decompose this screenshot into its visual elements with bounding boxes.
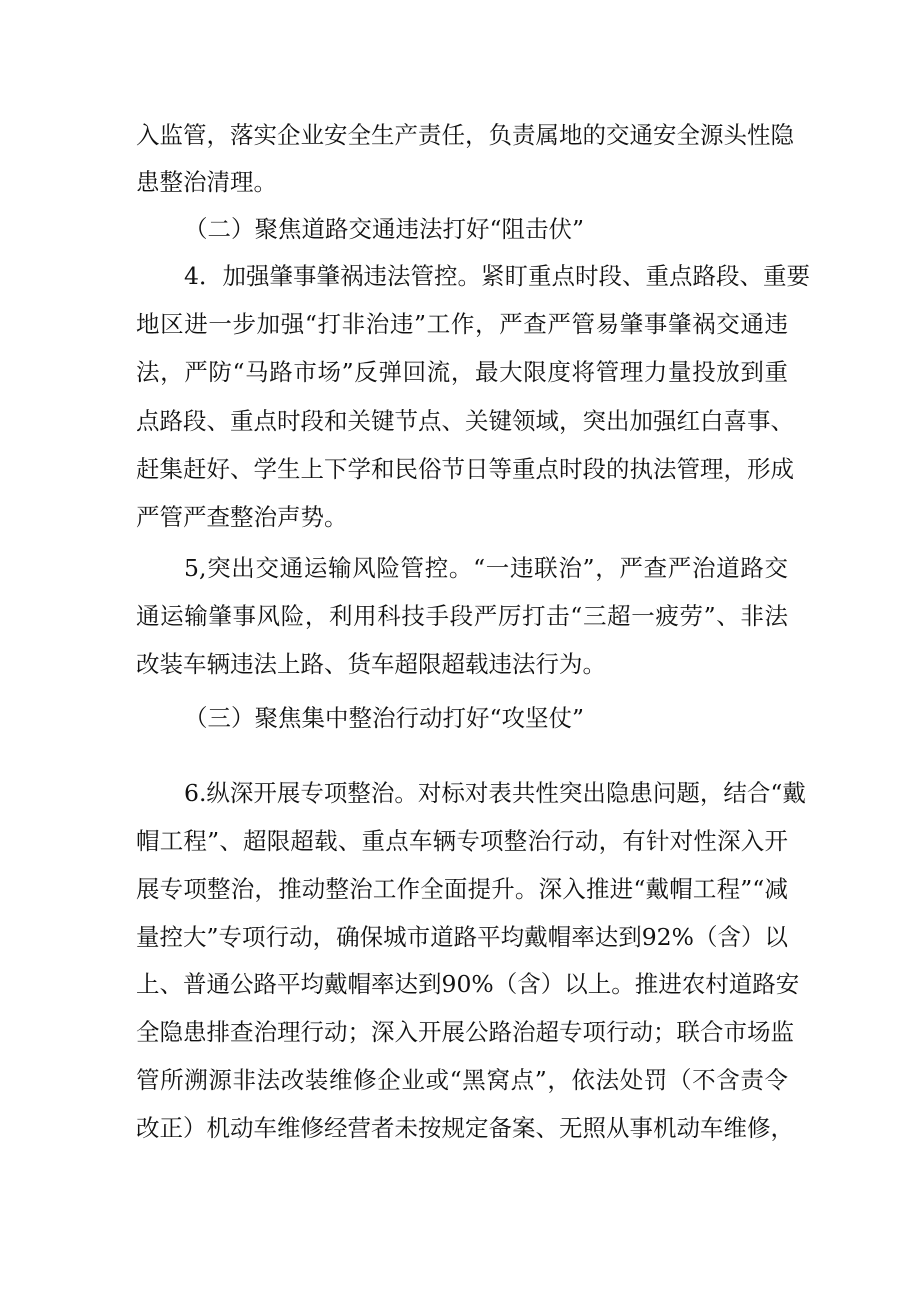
body-text-line: 法，严防“马路市场”反弹回流，最大限度将管理力量投放到重 <box>136 358 788 386</box>
body-text-line: 4．加强肇事肇祸违法管控。紧盯重点时段、重点路段、重要 <box>184 262 810 290</box>
body-text-line: 改装车辆违法上路、货车超限超载违法行为。 <box>136 650 606 678</box>
section-heading: （二）聚焦道路交通违法打好“阻击伏” <box>184 215 585 243</box>
body-text-line: 展专项整治，推动整治工作全面提升。深入推进“戴帽工程”“减 <box>136 875 788 903</box>
body-text-line: 赶集赶好、学生上下学和民俗节日等重点时段的执法管理，形成 <box>136 455 794 483</box>
body-text-line: 地区进一步加强“打非治违”工作，严查严管易肇事肇祸交通违 <box>136 310 788 338</box>
body-text-line: 患整治清理。 <box>136 168 277 196</box>
body-text-line: 量控大”专项行动，确保城市道路平均戴帽率达到92%（含）以 <box>136 923 788 951</box>
body-text-line: 通运输肇事风险，利用科技手段严厉打击“三超一疲劳”、非法 <box>136 602 788 630</box>
body-text-line: 5,突出交通运输风险管控。“一违联治”，严查严治道路交 <box>184 554 788 582</box>
body-text-line: 改正）机动车维修经营者未按规定备案、无照从事机动车维修， <box>136 1114 794 1142</box>
body-text-line: 上、普通公路平均戴帽率达到90%（含）以上。推进农村道路安 <box>136 970 800 998</box>
body-text-line: 严管严查整治声势。 <box>136 503 348 531</box>
body-text-line: 入监管，落实企业安全生产责任，负责属地的交通安全源头性隐 <box>136 121 794 149</box>
body-text-line: 6.纵深开展专项整治。对标对表共性突出隐患问题，结合“戴 <box>184 779 806 807</box>
section-heading: （三）聚焦集中整治行动打好“攻坚仗” <box>184 704 585 732</box>
body-text-line: 全隐患排查治理行动；深入开展公路治超专项行动；联合市场监 <box>136 1018 794 1046</box>
body-text-line: 管所溯源非法改装维修企业或“黑窝点”，依法处罚（不含责令 <box>136 1066 788 1094</box>
body-text-line: 点路段、重点时段和关键节点、关键领域，突出加强红白喜事、 <box>136 407 794 435</box>
body-text-line: 帽工程”、超限超载、重点车辆专项整治行动，有针对性深入开 <box>136 827 788 855</box>
